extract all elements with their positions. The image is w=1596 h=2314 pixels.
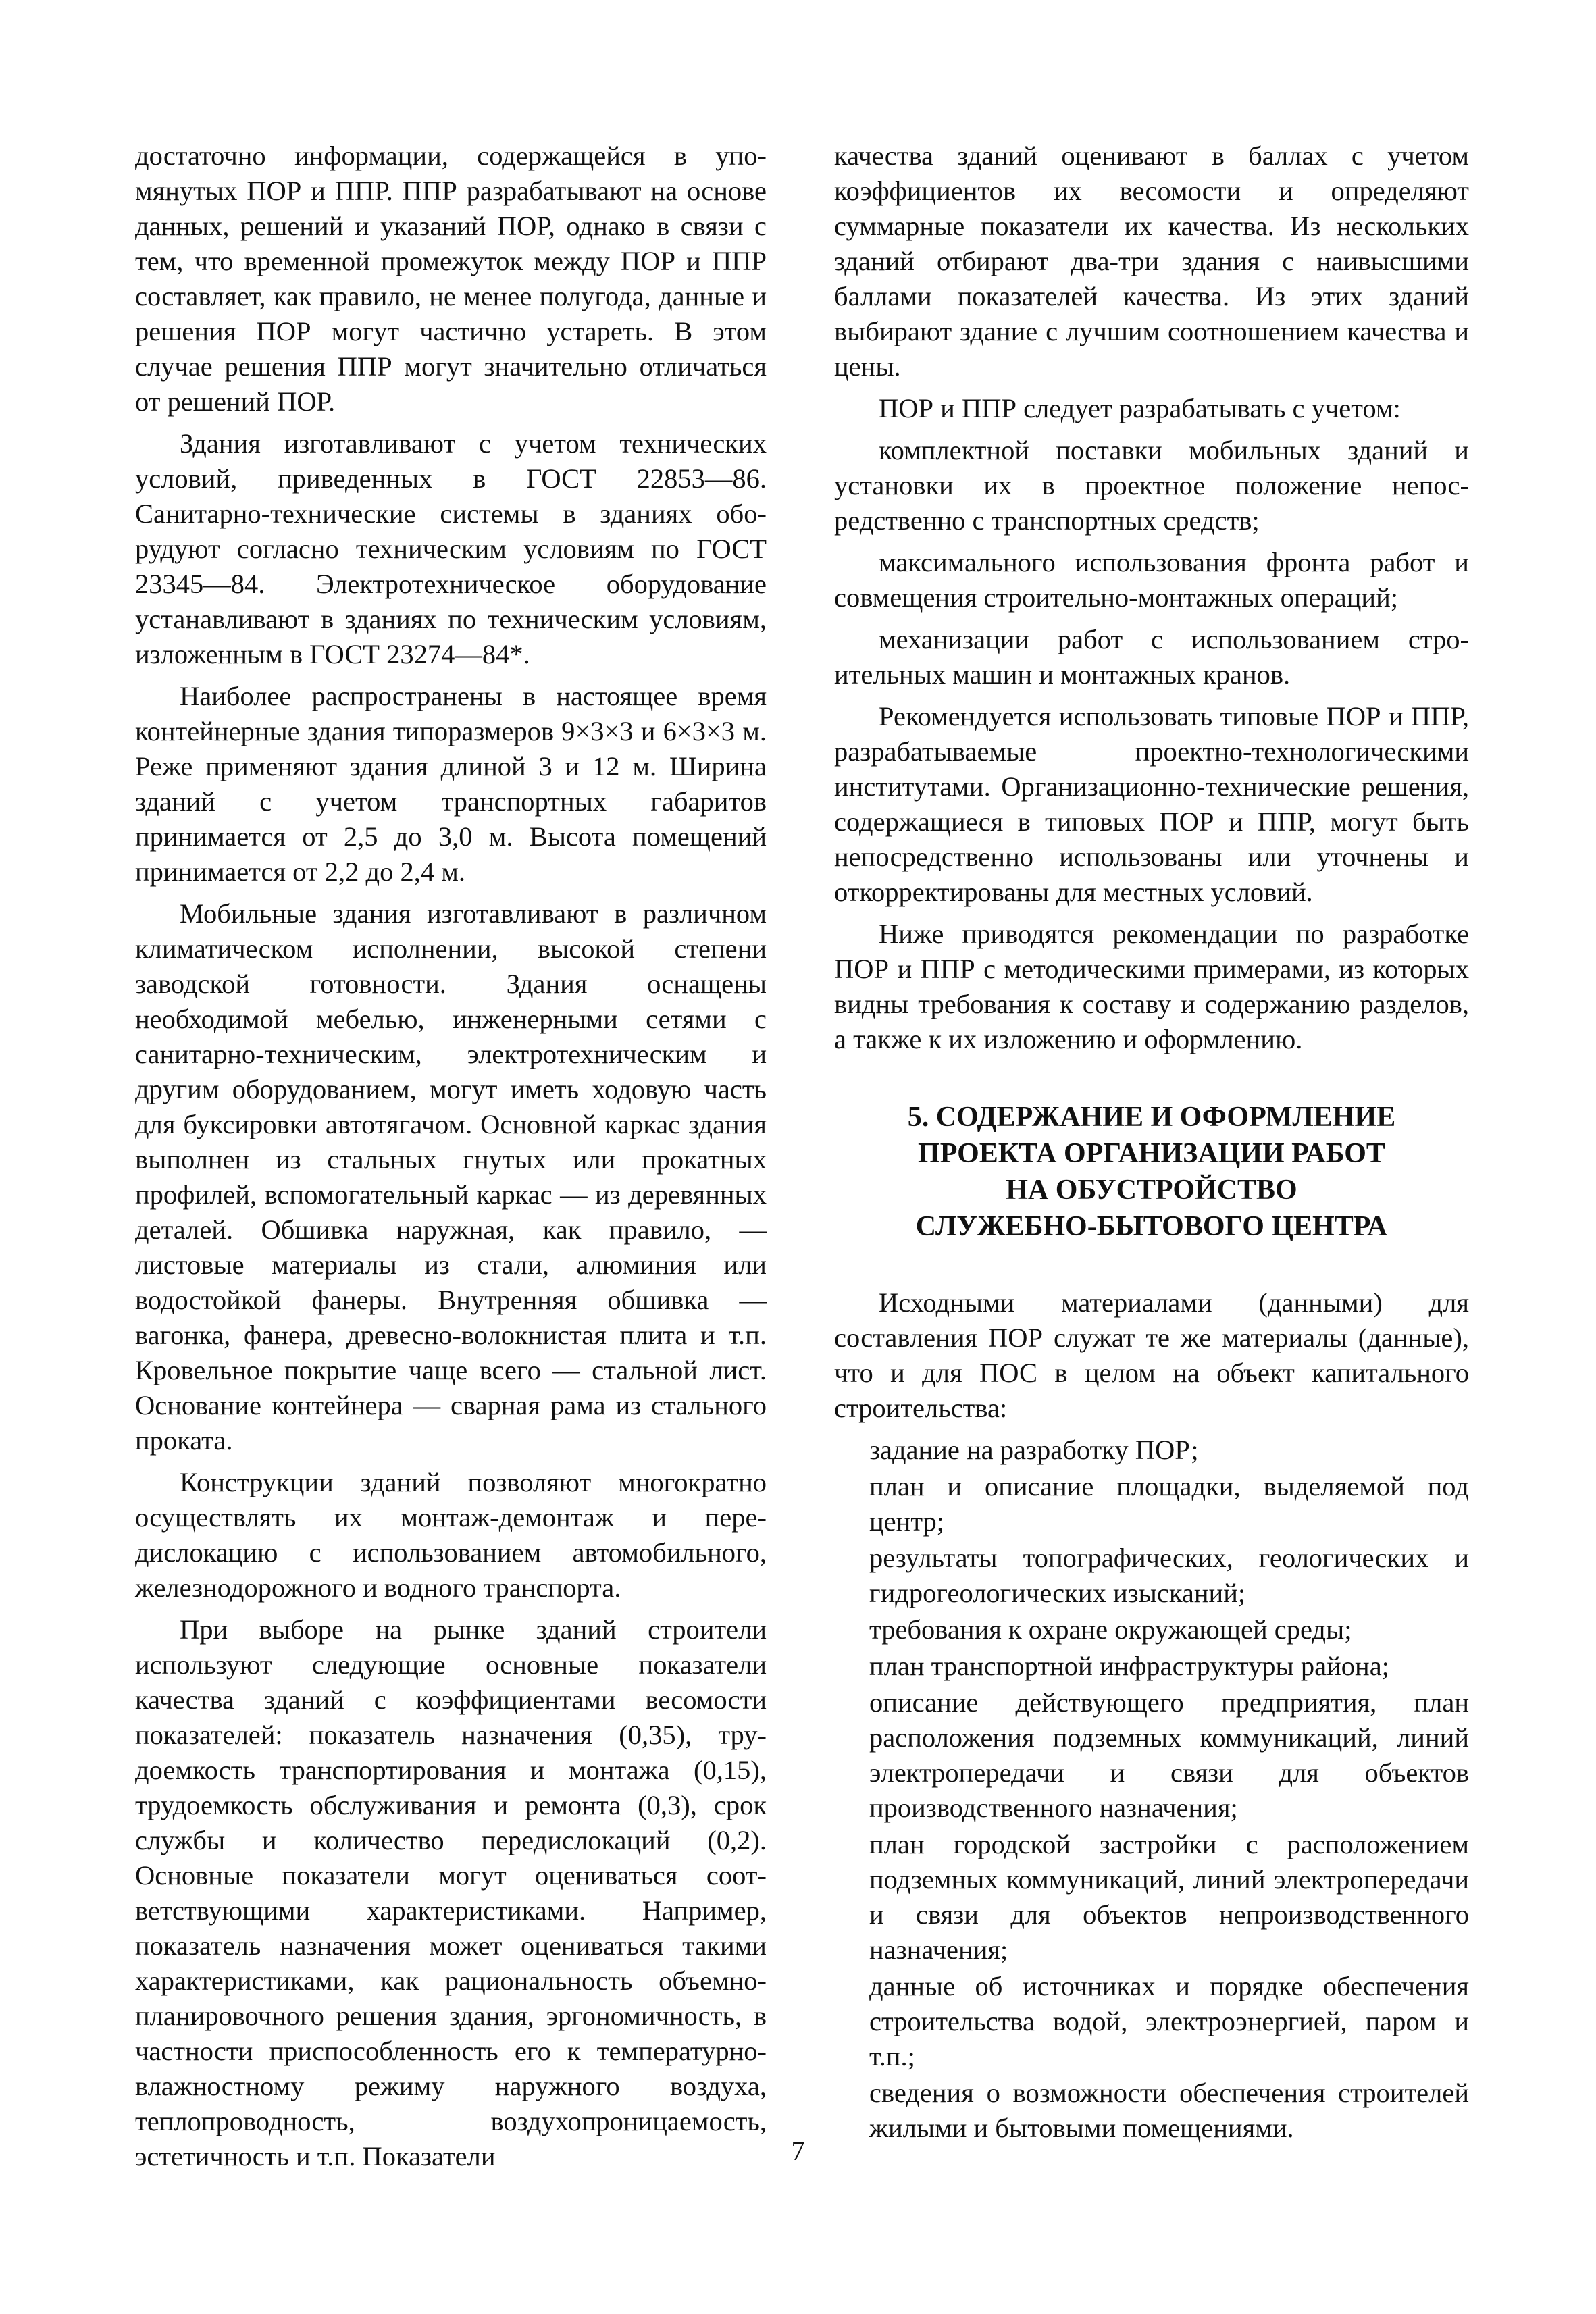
paragraph: При выборе на рынке зданий строители используют следующие основные показатели качества зданий с коэффициентами весомости показателей: показатель назначения (0,35), трудоемкость транспортирования и монтажа (0,15), трудоемкость обслуживания и ремонта (0,3), срок службы и количество передислокаций (0,2). Основные показатели могут оцениваться соответствующими характеристиками. Например, показатель назначения может оцениваться такими характеристиками, как рациональность объемно-планировочного решения здания, эргономичность, в частности приспособленность его к температурно-влажностному режиму наружного воздуха, теплопроводность, воздухопроницаемость, эстетичность и т.п. Показатели [135, 1614, 767, 2171]
list-item: описание действующего предприятия, план расположения подземных коммуникаций, линий электропередачи и связи для объектов производственного назначения; [869, 1687, 1469, 1823]
paragraph: Мобильные здания изготавливают в различном климатическом исполнении, высокой степени заводской готовности. Здания оснащены необходимой мебелью, инженерными сетями с санитарно-техническим, электротехническим и другим оборудованием, могут иметь ходовую часть для буксировки автотягачом. Основной каркас здания выполнен из стальных гнутых или прокатных профилей, вспомогательный каркас — из деревянных деталей. Обшивка наружная, как правило, — листовые материалы из стали, алюминия или водостойкой фанеры. Внутренняя обшивка — вагонка, фанера, древесно-волокнистая плита и т.п. Кровельное покрытие чаще всего — стальной лист. Основание контейнера — сварная рама из стального проката. [135, 898, 767, 1456]
paragraph: Ниже приводятся рекомендации по разработке ПОР и ППР с методическими примерами, из которых видны требования к составу и содержанию разделов, а также к их изложению и оформлению. [834, 919, 1469, 1054]
page-number: 7 [791, 2136, 805, 2166]
list-item: план и описание площадки, выделяемой под центр; [869, 1471, 1469, 1537]
paragraph: Конструкции зданий позволяют многократно осуществлять их монтаж-демонтаж и передислокацию с использованием автомобильного, железнодорожного и водного транспорта. [135, 1467, 767, 1603]
paragraph: Рекомендуется использовать типовые ПОР и ППР, разрабатываемые проектно-технологическими институтами. Организационно-технические решения, содержащиеся в типовых ПОР и ППР, могут быть непосредственно использованы или уточнены и откорректированы для местных условий. [834, 701, 1469, 907]
section-heading-line: ПРОЕКТА ОРГАНИЗАЦИИ РАБОТ [918, 1138, 1385, 1169]
list-item: сведения о возможности обеспечения строителей жилыми и бытовыми помещениями. [869, 2078, 1469, 2143]
paragraph: качества зданий оценивают в баллах с учетом коэффициентов их весомости и определяют суммарные показатели их качества. Из нескольких зданий отбирают два-три здания с наивысшими баллами показателей качества. Из этих зданий выбирают здание с лучшим соотношением качества и цены. [834, 140, 1469, 382]
list-item: результаты топографических, геологических и гидрогеологических изысканий; [869, 1543, 1469, 1608]
list-item: план городской застройки с расположением подземных коммуникаций, линий электропередачи и связи для объектов непроизводственного назначения; [869, 1829, 1469, 1965]
left-column [135, 138, 767, 2181]
paragraph: Наиболее распространены в настоящее время контейнерные здания типоразмеров 9×3×3 и 6×3×3 м. Реже применяют здания длиной 3 и 12 м. Ширина зданий с учетом транспортных габаритов принимается от 2,5 до 3,0 м. Высота помещений принимается от 2,2 до 2,4 м. [135, 681, 767, 887]
list-item: требования к охране окружающей среды; [869, 1614, 1352, 1645]
paragraph: комплектной поставки мобильных зданий и установки их в проектное положение непосредственно с транспортных средств; [834, 435, 1469, 536]
paragraph: механизации работ с использованием строительных машин и монтажных кранов. [834, 624, 1469, 690]
list-item: план транспортной инфраструктуры района; [869, 1651, 1389, 1681]
paragraph: ПОР и ППР следует разрабатывать с учетом: [879, 393, 1401, 423]
section-heading [834, 1099, 1469, 1245]
paragraph: максимального использования фронта работ и совмещения строительно-монтажных операций; [834, 547, 1469, 613]
list-item: задание на разработку ПОР; [869, 1435, 1199, 1465]
source-materials-list [834, 1433, 1469, 2146]
section-heading-line: СЛУЖЕБНО-БЫТОВОГО ЦЕНТРА [915, 1211, 1388, 1242]
paragraph: достаточно информации, содержащейся в упомянутых ПОР и ППР. ППР разрабатывают на основе данных, решений и указаний ПОР, однако в связи с тем, что временной промежуток между ПОР и ППР составляет, как правило, не менее полугода, данные и решения ПОР могут частично устареть. В этом случае решения ППР могут значительно отличаться от решений ПОР. [135, 140, 767, 417]
list-item: данные об источниках и порядке обеспечения строительства водой, электроэнергией, паром и т.п.; [869, 1971, 1469, 2072]
section-heading-line: НА ОБУСТРОЙСТВО [1006, 1175, 1297, 1206]
intro-paragraph: Исходными материалами (данными) для составления ПОР служат те же материалы (данные), что и для ПОС в целом на объект капитального строительства: [834, 1287, 1469, 1423]
section-heading-line: 5. СОДЕРЖАНИЕ И ОФОРМЛЕНИЕ [907, 1102, 1396, 1133]
right-column [834, 138, 1469, 2147]
paragraph: Здания изготавливают с учетом технических условий, приведенных в ГОСТ 22853—86. Санитарно-технические системы в зданиях оборудуют согласно техническим условиям по ГОСТ 23345—84. Электротехническое оборудование устанавливают в зданиях по техническим условиям, изложенным в ГОСТ 23274—84*. [135, 428, 767, 669]
